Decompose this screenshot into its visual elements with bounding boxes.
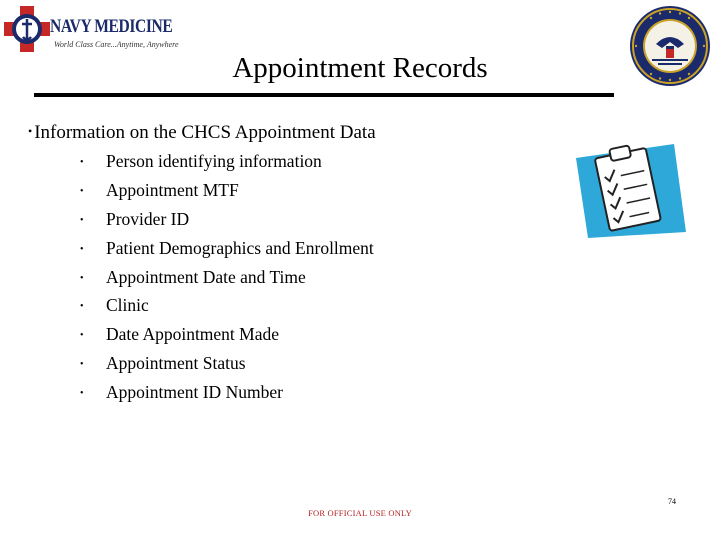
list-item <box>80 350 374 379</box>
main-bullet <box>28 119 376 145</box>
main-bullet-text: Information on the CHCS Appointment Data <box>34 122 376 143</box>
bullet-marker: • <box>80 359 84 371</box>
list-item-text: Appointment Date and Time <box>106 266 306 287</box>
page-number: 74 <box>668 497 676 506</box>
bullet-marker: • <box>80 388 84 400</box>
sub-bullet-list <box>80 148 374 408</box>
page-title: Appointment Records <box>232 52 488 84</box>
list-item <box>80 379 374 408</box>
classification-footer: FOR OFFICIAL USE ONLY <box>308 508 412 518</box>
bullet-marker: • <box>80 214 84 226</box>
list-item-text: Appointment Status <box>106 353 246 374</box>
list-item-text: Patient Demographics and Enrollment <box>106 237 374 258</box>
list-item <box>80 264 374 293</box>
list-item-text: Clinic <box>106 295 149 316</box>
bullet-marker: • <box>80 185 84 197</box>
bullet-marker: • <box>28 124 33 138</box>
list-item <box>80 292 374 321</box>
list-item-text: Provider ID <box>106 208 190 229</box>
list-item <box>80 177 374 206</box>
list-item <box>80 148 374 177</box>
bullet-marker: • <box>80 157 84 168</box>
list-item <box>80 235 374 264</box>
title-underline <box>34 93 614 97</box>
list-item-text: Appointment ID Number <box>106 382 283 403</box>
list-item-text: Person identifying information <box>106 151 322 171</box>
bullet-marker: • <box>80 301 84 313</box>
list-item-text: Date Appointment Made <box>106 324 280 345</box>
list-item <box>80 206 374 235</box>
bullet-marker: • <box>80 243 84 255</box>
list-item <box>80 321 374 350</box>
bullet-marker: • <box>80 330 84 342</box>
navy-medicine-logo <box>2 4 179 54</box>
clipboard-checklist-icon <box>570 140 690 240</box>
navy-medicine-emblem-icon <box>2 4 52 54</box>
bullet-marker: • <box>80 272 84 284</box>
logo-title: NAVY MEDICINE <box>50 16 173 37</box>
logo-tagline: World Class Care...Anytime, Anywhere <box>54 40 179 49</box>
list-item-text: Appointment MTF <box>106 179 239 200</box>
